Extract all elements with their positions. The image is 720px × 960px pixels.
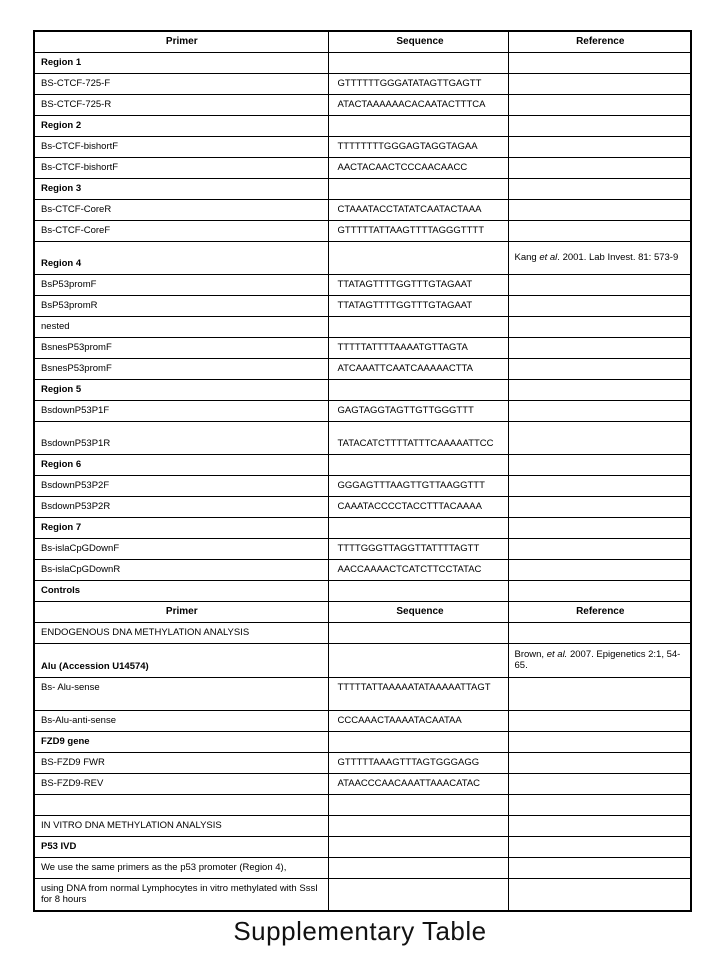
reference-cell [508, 400, 691, 421]
primer-cell: BsP53promF [34, 274, 328, 295]
section-row [34, 379, 691, 400]
reference-cell: Reference [508, 31, 691, 52]
sequence-cell: GTTTTTAAAGTTTAGTGGGAGG [328, 752, 508, 773]
table-row [34, 878, 691, 911]
primer-cell: Bs- Alu-sense [34, 677, 328, 710]
table-row [34, 496, 691, 517]
primer-cell: Region 3 [34, 178, 328, 199]
sequence-cell: GTTTTTTGGGATATAGTTGAGTT [328, 73, 508, 94]
sequence-cell: TATACATCTTTTATTTCAAAAATTCC [328, 421, 508, 454]
table-row [34, 157, 691, 178]
table-row [34, 400, 691, 421]
primer-cell: P53 IVD [34, 836, 328, 857]
reference-cell [508, 475, 691, 496]
table-row [34, 559, 691, 580]
sequence-cell [328, 178, 508, 199]
primer-table [33, 30, 692, 912]
sequence-cell [328, 316, 508, 337]
sequence-cell [328, 815, 508, 836]
primer-cell: We use the same primers as the p53 promoter (Region 4), [34, 857, 328, 878]
reference-cell [508, 710, 691, 731]
reference-text: 2007. Epigenetics 2:1, 54-65. [514, 648, 681, 671]
table-row [34, 538, 691, 559]
primer-cell: BsP53promR [34, 295, 328, 316]
table-row [34, 677, 691, 710]
table-row [34, 752, 691, 773]
reference-cell [508, 295, 691, 316]
table-row [34, 815, 691, 836]
reference-cell [508, 643, 691, 677]
primer-cell: using DNA from normal Lymphocytes in vitro methylated with SssI for 8 hours [34, 878, 328, 911]
primer-cell: Bs-CTCF-CoreR [34, 199, 328, 220]
primer-cell: Region 1 [34, 52, 328, 73]
sequence-cell: Sequence [328, 31, 508, 52]
reference-cell [508, 379, 691, 400]
primer-cell: Bs-islaCpGDownF [34, 538, 328, 559]
header-row [34, 31, 691, 52]
reference-cell [508, 731, 691, 752]
reference-text: . 2001. Lab Invest. 81: 573-9 [557, 251, 679, 263]
sequence-cell [328, 517, 508, 538]
section-row [34, 517, 691, 538]
reference-cell [508, 857, 691, 878]
sequence-cell: TTTTGGGTTAGGTTATTTTAGTT [328, 538, 508, 559]
reference-cell [508, 538, 691, 559]
sequence-cell [328, 836, 508, 857]
reference-cell [508, 316, 691, 337]
reference-cell [508, 496, 691, 517]
table-row [34, 136, 691, 157]
reference-cell: Reference [508, 601, 691, 622]
reference-cell [508, 622, 691, 643]
primer-cell: Region 6 [34, 454, 328, 475]
table-row [34, 337, 691, 358]
primer-cell: Region 5 [34, 379, 328, 400]
sequence-cell [328, 241, 508, 274]
reference-cell [508, 677, 691, 710]
primer-cell: Bs-islaCpGDownR [34, 559, 328, 580]
sequence-cell: AACCAAAACTCATCTTCCTATAC [328, 559, 508, 580]
primer-cell: Bs-Alu-anti-sense [34, 710, 328, 731]
section-row [34, 643, 691, 677]
sequence-cell: GAGTAGGTAGTTGTTGGGTTT [328, 400, 508, 421]
reference-cell [508, 220, 691, 241]
sequence-cell: ATCAAATTCAATCAAAAACTTA [328, 358, 508, 379]
reference-cell [508, 878, 691, 911]
sequence-cell: TTTTTATTAAAAATATAAAAATTAGT [328, 677, 508, 710]
sequence-cell: CCCAAACTAAAATACAATAA [328, 710, 508, 731]
reference-cell [508, 358, 691, 379]
primer-cell: Bs-CTCF-bishortF [34, 157, 328, 178]
reference-cell [508, 136, 691, 157]
primer-cell: IN VITRO DNA METHYLATION ANALYSIS [34, 815, 328, 836]
primer-cell [34, 794, 328, 815]
primer-cell: BsnesP53promF [34, 337, 328, 358]
primer-cell: Region 7 [34, 517, 328, 538]
sequence-cell: TTATAGTTTTGGTTTGTAGAAT [328, 274, 508, 295]
primer-cell: Primer [34, 601, 328, 622]
reference-cell [508, 178, 691, 199]
table-row [34, 622, 691, 643]
sequence-cell [328, 580, 508, 601]
primer-cell: BS-CTCF-725-R [34, 94, 328, 115]
reference-cell [508, 115, 691, 136]
section-row [34, 52, 691, 73]
sequence-cell [328, 379, 508, 400]
sequence-cell [328, 731, 508, 752]
sequence-cell: CAAATACCCCTACCTTTACAAAA [328, 496, 508, 517]
sequence-cell: Sequence [328, 601, 508, 622]
reference-text: et al [539, 251, 558, 263]
sequence-cell: TTTTTTTTGGGAGTAGGTAGAA [328, 136, 508, 157]
sequence-cell [328, 622, 508, 643]
reference-cell [508, 157, 691, 178]
sequence-cell [328, 52, 508, 73]
reference-cell [508, 274, 691, 295]
table-row [34, 316, 691, 337]
sequence-cell [328, 115, 508, 136]
reference-text: Brown, [514, 648, 547, 660]
reference-cell [508, 752, 691, 773]
reference-cell [508, 773, 691, 794]
reference-text: et al. [546, 648, 568, 660]
table-row [34, 73, 691, 94]
sequence-cell: AACTACAACTCCCAACAACC [328, 157, 508, 178]
primer-cell: BS-FZD9-REV [34, 773, 328, 794]
table-row [34, 220, 691, 241]
sequence-cell [328, 794, 508, 815]
table-row [34, 421, 691, 454]
primer-cell: ENDOGENOUS DNA METHYLATION ANALYSIS [34, 622, 328, 643]
reference-cell [508, 337, 691, 358]
primer-cell: Bs-CTCF-bishortF [34, 136, 328, 157]
reference-cell [508, 836, 691, 857]
table-row [34, 710, 691, 731]
sequence-cell [328, 857, 508, 878]
primer-cell: Region 4 [34, 241, 328, 274]
primer-cell: nested [34, 316, 328, 337]
primer-cell: BsdownP53P2R [34, 496, 328, 517]
primer-cell: BS-CTCF-725-F [34, 73, 328, 94]
table-row [34, 358, 691, 379]
section-row [34, 241, 691, 274]
table-row [34, 199, 691, 220]
sequence-cell: TTTTTATTTTAAAATGTTAGTA [328, 337, 508, 358]
reference-cell [508, 559, 691, 580]
page-title: Supplementary Table [233, 916, 487, 946]
sequence-cell: GTTTTTATTAAGTTTTAGGGTTTT [328, 220, 508, 241]
primer-cell: Region 2 [34, 115, 328, 136]
section-row [34, 580, 691, 601]
reference-cell [508, 73, 691, 94]
reference-cell [508, 199, 691, 220]
table-row [34, 94, 691, 115]
reference-cell [508, 421, 691, 454]
sequence-cell: ATACTAAAAAACACAATACTTTCA [328, 94, 508, 115]
primer-cell: BsdownP53P2F [34, 475, 328, 496]
section-row [34, 454, 691, 475]
primer-cell: BsnesP53promF [34, 358, 328, 379]
reference-text: Kang [514, 251, 540, 263]
sequence-cell: ATAACCCAACAAATTAAACATAC [328, 773, 508, 794]
sequence-cell: TTATAGTTTTGGTTTGTAGAAT [328, 295, 508, 316]
sequence-cell [328, 878, 508, 911]
table-row [34, 295, 691, 316]
sequence-cell [328, 643, 508, 677]
table-row [34, 274, 691, 295]
reference-cell [508, 580, 691, 601]
reference-cell [508, 794, 691, 815]
primer-cell: Alu (Accession U14574) [34, 643, 328, 677]
sequence-cell [328, 454, 508, 475]
reference-cell [508, 241, 691, 274]
primer-cell: BsdownP53P1R [34, 421, 328, 454]
reference-cell [508, 94, 691, 115]
section-row [34, 115, 691, 136]
reference-cell [508, 454, 691, 475]
primer-cell: Bs-CTCF-CoreF [34, 220, 328, 241]
primer-cell: BS-FZD9 FWR [34, 752, 328, 773]
section-row [34, 178, 691, 199]
primer-cell: Controls [34, 580, 328, 601]
reference-cell [508, 815, 691, 836]
reference-cell [508, 52, 691, 73]
table-row [34, 857, 691, 878]
sequence-cell: CTAAATACCTATATCAATACTAAA [328, 199, 508, 220]
empty-row [34, 794, 691, 815]
section-row [34, 731, 691, 752]
primer-cell: BsdownP53P1F [34, 400, 328, 421]
header-row [34, 601, 691, 622]
primer-table-body [34, 31, 691, 911]
primer-cell: Primer [34, 31, 328, 52]
sequence-cell: GGGAGTTTAAGTTGTTAAGGTTT [328, 475, 508, 496]
section-row [34, 836, 691, 857]
reference-cell [508, 517, 691, 538]
table-row [34, 475, 691, 496]
table-row [34, 773, 691, 794]
primer-cell: FZD9 gene [34, 731, 328, 752]
